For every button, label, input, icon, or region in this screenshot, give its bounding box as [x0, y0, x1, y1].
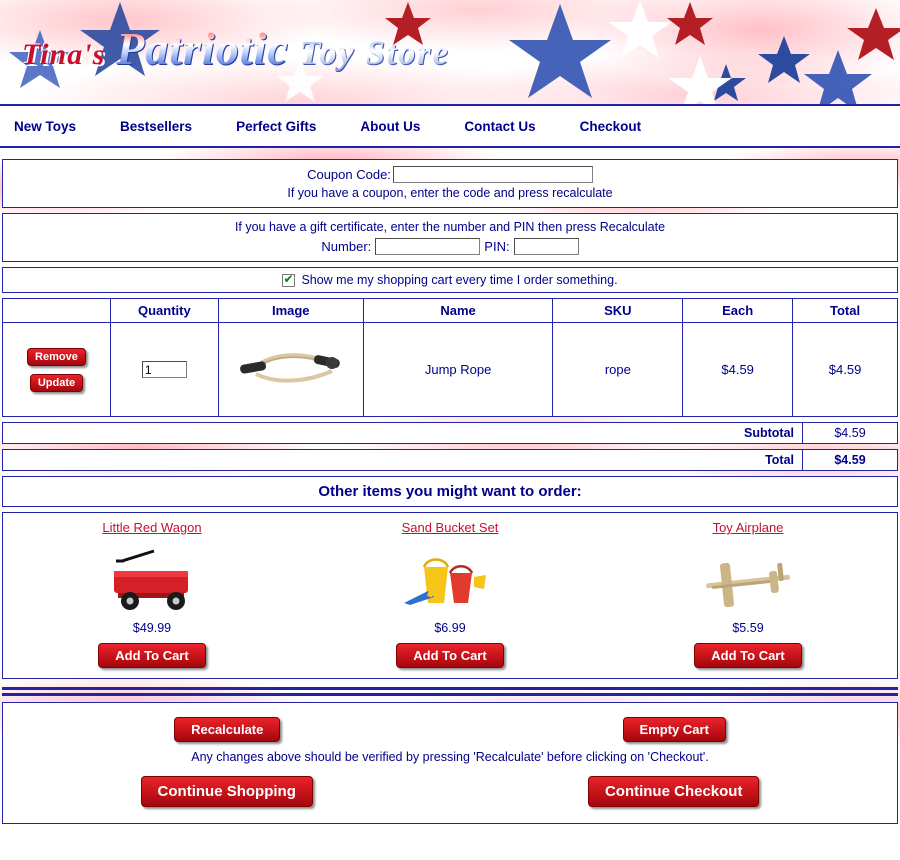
add-to-cart-button[interactable]: Add To Cart [694, 643, 801, 668]
cart-row-image [218, 323, 363, 417]
upsell-item-price: $6.99 [434, 621, 466, 635]
coupon-row [3, 160, 897, 183]
banner-title-part1: Tina's [22, 38, 106, 71]
cart-row-each: $4.59 [683, 323, 793, 417]
upsell-item-image-wrap [599, 545, 897, 617]
cart-header-total: Total [793, 299, 898, 323]
toy-airplane-image [688, 545, 808, 617]
upsell-item-sand-bucket-set [301, 513, 599, 678]
subtotal-label: Subtotal [3, 423, 803, 444]
sand-bucket-image [390, 545, 510, 617]
gift-number-input[interactable] [375, 238, 480, 255]
nav-links [0, 104, 900, 148]
page-content [0, 148, 900, 824]
continue-shopping-button[interactable]: Continue Shopping [141, 776, 313, 807]
upsell-item-price: $5.59 [732, 621, 764, 635]
upsell-box [2, 512, 898, 679]
red-wagon-image [92, 545, 212, 617]
show-cart-option-box [2, 267, 898, 293]
gift-row [3, 236, 897, 261]
coupon-hint: If you have a coupon, enter the code and press recalculate [287, 186, 613, 200]
upsell-item-link[interactable]: Toy Airplane [712, 520, 784, 535]
recalculate-button[interactable]: Recalculate [174, 717, 280, 742]
upsell-title: Other items you might want to order: [318, 483, 582, 500]
upsell-item-image-wrap [301, 545, 599, 617]
nav-item-bestsellers[interactable]: Bestsellers [120, 118, 193, 134]
cart-row-quantity [110, 323, 218, 417]
cart-row-actions [3, 323, 111, 417]
cart-actions-note: Any changes above should be verified by pressing 'Recalculate' before clicking on 'Checkout'. [191, 750, 709, 764]
gift-certificate-box [2, 213, 898, 262]
gift-pin-input[interactable] [514, 238, 579, 255]
nav-item-perfect-gifts[interactable]: Perfect Gifts [236, 118, 317, 134]
upsell-item-image-wrap [3, 545, 301, 617]
upsell-item-link[interactable]: Sand Bucket Set [401, 520, 499, 535]
subtotal-row [3, 423, 898, 444]
cart-header-name: Name [363, 299, 553, 323]
divider-line-2 [2, 693, 898, 696]
upsell-title-box [2, 476, 898, 507]
gift-pin-label: PIN: [484, 239, 510, 254]
subtotal-table [2, 422, 898, 444]
upsell-item-little-red-wagon [3, 513, 301, 678]
quantity-input[interactable] [142, 361, 187, 378]
total-value: $4.59 [803, 450, 898, 471]
cart-row-action-buttons [4, 348, 109, 392]
coupon-input[interactable] [393, 166, 593, 183]
table-row [3, 323, 898, 417]
nav-item-new-toys[interactable]: New Toys [14, 118, 77, 134]
cart-row-name: Jump Rope [363, 323, 553, 417]
cart-header-quantity: Quantity [110, 299, 218, 323]
divider-line-1 [2, 687, 898, 690]
total-row [3, 450, 898, 471]
cart-header-row [3, 299, 898, 323]
nav-item-contact-us[interactable]: Contact Us [464, 118, 536, 134]
empty-cart-button[interactable]: Empty Cart [623, 717, 726, 742]
section-divider [2, 687, 898, 696]
remove-button[interactable]: Remove [27, 348, 86, 366]
cart-header-image: Image [218, 299, 363, 323]
jump-rope-image [236, 341, 346, 395]
coupon-box [2, 159, 898, 208]
cart-actions-row-top [3, 711, 897, 746]
cart-header-each: Each [683, 299, 793, 323]
upsell-item-link[interactable]: Little Red Wagon [102, 520, 202, 535]
upsell-grid [3, 513, 897, 678]
banner-title-part3: Toy Store [299, 35, 450, 72]
cart-actions-row-bottom [3, 774, 897, 811]
banner-title [22, 22, 450, 75]
update-button[interactable]: Update [30, 374, 83, 392]
cart-actions-box [2, 702, 898, 824]
upsell-item-price: $49.99 [132, 621, 172, 635]
banner-title-part2: Patriotic [116, 23, 289, 74]
cart-row-total: $4.59 [793, 323, 898, 417]
cart-header-actions [3, 299, 111, 323]
cart-header-sku: SKU [553, 299, 683, 323]
gift-number-label: Number: [321, 239, 372, 254]
cart-row-sku: rope [553, 323, 683, 417]
show-cart-checkbox[interactable] [282, 274, 295, 287]
site-banner [0, 0, 900, 104]
upsell-item-toy-airplane [599, 513, 897, 678]
continue-checkout-button[interactable]: Continue Checkout [588, 776, 760, 807]
gift-hint: If you have a gift certificate, enter the number and PIN then press Recalculate [234, 220, 666, 234]
add-to-cart-button[interactable]: Add To Cart [396, 643, 503, 668]
coupon-label: Coupon Code: [307, 167, 391, 182]
nav-item-checkout[interactable]: Checkout [579, 118, 642, 134]
subtotal-value: $4.59 [803, 423, 898, 444]
total-label: Total [3, 450, 803, 471]
main-navigation [0, 104, 900, 148]
show-cart-label: Show me my shopping cart every time I order something. [301, 273, 618, 287]
show-cart-row [3, 268, 897, 292]
shopping-cart-table [2, 298, 898, 417]
nav-divider-top [0, 104, 900, 106]
total-table [2, 449, 898, 471]
add-to-cart-button[interactable]: Add To Cart [98, 643, 205, 668]
nav-item-about-us[interactable]: About Us [360, 118, 421, 134]
